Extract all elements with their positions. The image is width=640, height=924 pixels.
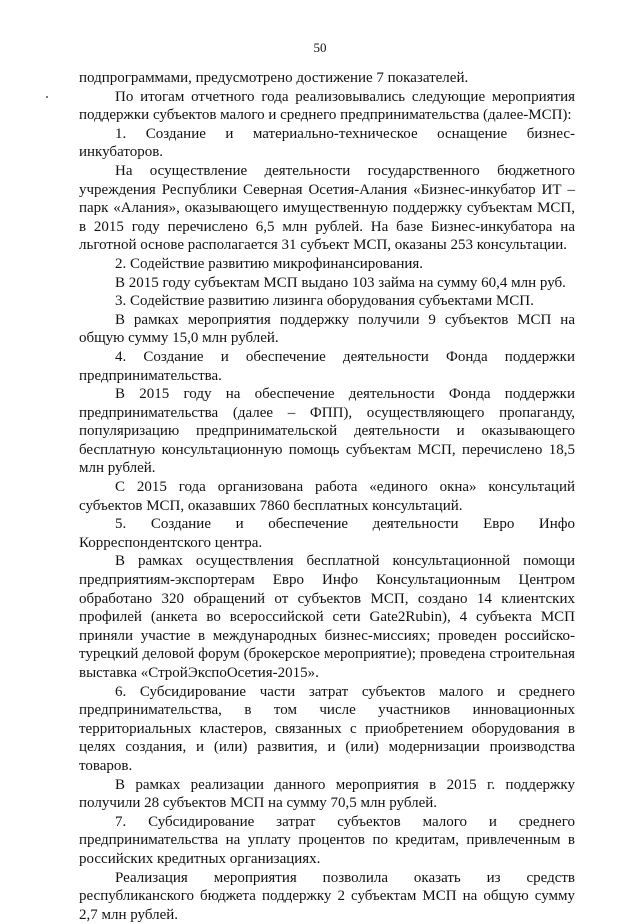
- paragraph-equipment-subsidy: В рамках реализации данного мероприятия в 2015 г. поддержку получили 28 субъектов МСП на сумму 70,5 млн рублей.: [79, 776, 575, 812]
- paragraph-microfinance: В 2015 году субъектам МСП выдано 103 займа на сумму 60,4 млн руб.: [115, 274, 566, 291]
- item-heading-5: 5. Создание и обеспечение деятельности Евро Инфо Корреспондентского центра.: [79, 516, 575, 551]
- page-number: 50: [313, 40, 327, 55]
- paragraph-business-incubator: На осуществление деятельности государственного бюджетного учреждения Республики Северная Осетия-Алания «Бизнес-инкубатор ИТ – парк «Алания», оказывающего имущественную поддержку субъектам МСП, в 2015 году перечислено 6,5 млн рублей. На базе Бизнес-инкубатора на льготной основе располагается 31 субъект МСП, оказаны 253 консультации.: [79, 162, 575, 254]
- item-heading-2: 2. Содействие развитию микрофинансирования.: [115, 255, 424, 272]
- item-heading-4: 4. Создание и обеспечение деятельности Фонда поддержки предпринимательства.: [79, 348, 575, 384]
- item-heading-1: 1. Создание и материально-техническое оснащение бизнес-инкубаторов.: [79, 125, 575, 161]
- paragraph-intro: По итогам отчетного года реализовывались следующие мероприятия поддержки субъектов малого и среднего предпринимательства (далее-МСП):: [79, 88, 575, 124]
- item-heading-7: 7. Субсидирование затрат субъектов малого и среднего предпринимательства на уплату процентов по кредитам, привлеченным в российских кредитных организациях.: [79, 813, 575, 867]
- paragraph-support-fund: В 2015 году на обеспечение деятельности Фонда поддержки предпринимательства (далее – ФПП), осуществляющего пропаганду, популяризацию предпринимательской деятельности и оказывающего бесплатную консультационную помощь субъектам МСП, перечислено 18,5 млн рублей.: [79, 386, 575, 477]
- paragraph-continuation: подпрограммами, предусмотрено достижение 7 показателей.: [79, 70, 469, 86]
- item-heading-6: 6. Субсидирование части затрат субъектов малого и среднего предпринимательства, в том числе участников инновационных территориальных кластеров, связанных с приобретением оборудования в целях создания, и (или) развития, и (или) модернизации производства товаров.: [79, 683, 575, 774]
- item-heading-3: 3. Содействие развитию лизинга оборудования субъектами МСП.: [115, 293, 534, 310]
- paragraph-leasing: В рамках мероприятия поддержку получили 9 субъектов МСП на общую сумму 15,0 млн рублей.: [79, 311, 575, 347]
- scan-speck: [46, 96, 48, 98]
- paragraph-interest-subsidy: Реализация мероприятия позволила оказать из средств республиканского бюджета поддержку 2 субъектам МСП на общую сумму 2,7 млн рублей.: [79, 869, 575, 923]
- paragraph-single-window: С 2015 года организована работа «единого окна» консультаций субъектов МСП, оказавших 7860 бесплатных консультаций.: [79, 479, 575, 514]
- document-body: [79, 69, 575, 924]
- paragraph-euro-info: В рамках осуществления бесплатной консультационной помощи предприятиям-экспортерам Евро Инфо Консультационным Центром обработано 320 обращений от субъектов МСП, создано 14 клиентских профилей (анкета во всероссийской сети Gate2Rubin), 4 субъекта МСП приняли участие в международных бизнес-миссиях; проведен российско-турецкий деловой форум (брокерское мероприятие); проведена строительная выставка «СтройЭкспоОсетия-2015».: [79, 553, 575, 681]
